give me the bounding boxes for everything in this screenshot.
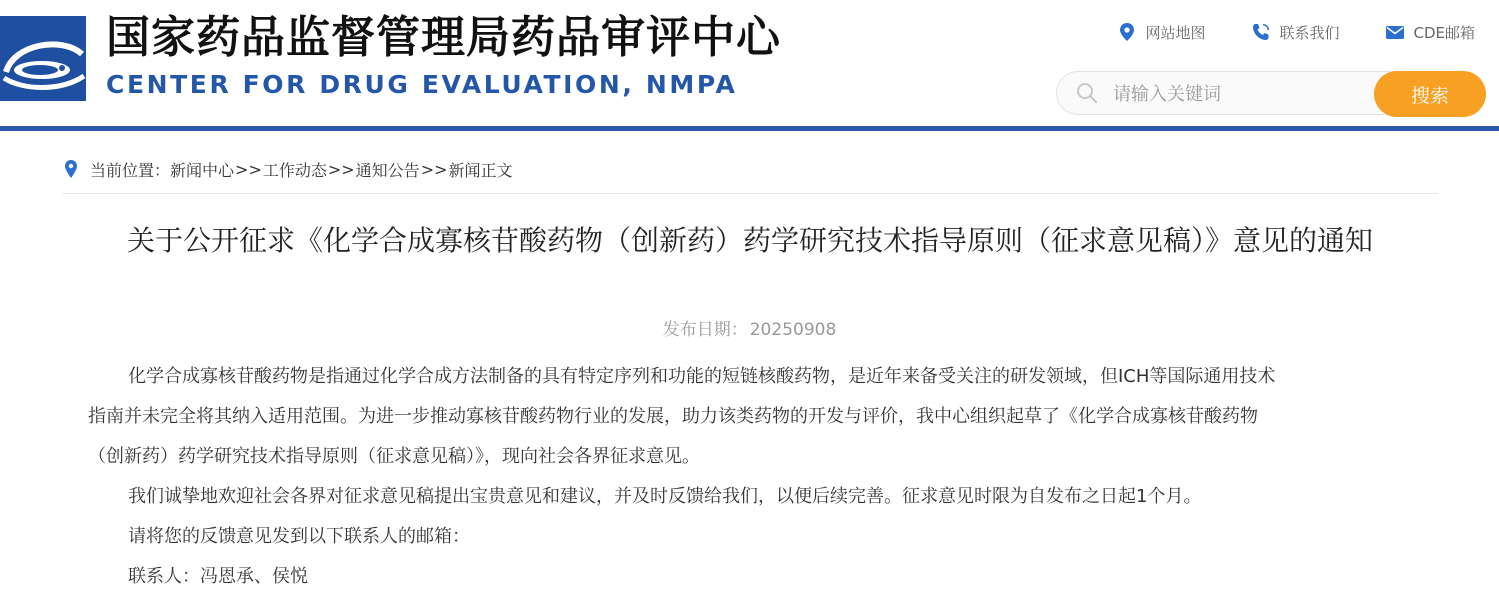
cde-mail-link-label: CDE邮箱	[1413, 23, 1475, 42]
search-icon	[1075, 81, 1099, 105]
breadcrumb-separator: >>	[327, 159, 355, 179]
logo-emblem-icon	[0, 16, 86, 101]
publish-date	[0, 315, 1499, 340]
top-links	[1071, 20, 1475, 44]
article-body	[88, 357, 1418, 597]
contact-link[interactable]	[1251, 20, 1339, 44]
breadcrumb	[64, 157, 513, 181]
cde-logo[interactable]	[0, 16, 86, 101]
site-subtitle: CENTER FOR DRUG EVALUATION, NMPA	[106, 70, 738, 99]
article-paragraph-4: 联系人：冯恩承、侯悦	[128, 566, 308, 587]
sitemap-link[interactable]	[1117, 20, 1205, 44]
contact-link-label: 联系我们	[1279, 23, 1340, 42]
sitemap-link-label: 网站地图	[1145, 23, 1206, 42]
breadcrumb-separator: >>	[420, 159, 448, 179]
breadcrumb-news-center[interactable]: 新闻中心	[170, 160, 235, 180]
breadcrumb-work-updates[interactable]: 工作动态	[262, 160, 327, 180]
article-paragraph-2: 我们诚挚地欢迎社会各界对征求意见稿提出宝贵意见和建议，并及时反馈给我们，以便后续完善。征求意见时限为自发布之日起1个月。	[128, 486, 1202, 507]
search-button[interactable]: 搜索	[1374, 71, 1486, 117]
map-pin-icon	[1117, 22, 1137, 42]
breadcrumb-divider	[62, 193, 1438, 194]
publish-date-value: 20250908	[749, 320, 837, 340]
breadcrumb-prefix: 当前位置：	[90, 160, 171, 180]
search-input[interactable]	[1111, 78, 1405, 110]
article-paragraph-3: 请将您的反馈意见发到以下联系人的邮箱：	[128, 526, 470, 547]
article-title: 关于公开征求《化学合成寡核苷酸药物（创新药）药学研究技术指导原则（征求意见稿）》意见的通知	[126, 224, 1373, 257]
paragraph-1-line-2: 指南并未完全将其纳入适用范围。为进一步推动寡核苷酸药物行业的发展，助力该类药物的开发与评价，我中心组织起草了《化学合成寡核苷酸药物	[88, 406, 1258, 427]
breadcrumb-news-article: 新闻正文	[448, 160, 513, 180]
article-paragraph-1	[88, 357, 1418, 477]
mail-icon	[1385, 22, 1405, 42]
publish-date-label: 发布日期：	[662, 320, 748, 340]
header-divider-bar	[0, 126, 1499, 131]
cde-mail-link[interactable]	[1385, 20, 1475, 44]
paragraph-1-line-3: （创新药）药学研究技术指导原则（征求意见稿）》，现向社会各界征求意见。	[88, 446, 700, 467]
phone-icon	[1251, 22, 1271, 42]
site-header	[0, 0, 1499, 126]
breadcrumb-announcements[interactable]: 通知公告	[355, 160, 420, 180]
breadcrumb-separator: >>	[235, 159, 262, 179]
site-title: 国家药品监督管理局药品审评中心	[106, 12, 781, 63]
search-box	[1056, 71, 1418, 115]
location-pin-icon	[64, 159, 78, 179]
paragraph-1-line-1: 化学合成寡核苷酸药物是指通过化学合成方法制备的具有特定序列和功能的短链核酸药物，是近年来备受关注的研发领域，但ICH等国际通用技术	[128, 366, 1276, 387]
search-bar	[1056, 71, 1486, 115]
